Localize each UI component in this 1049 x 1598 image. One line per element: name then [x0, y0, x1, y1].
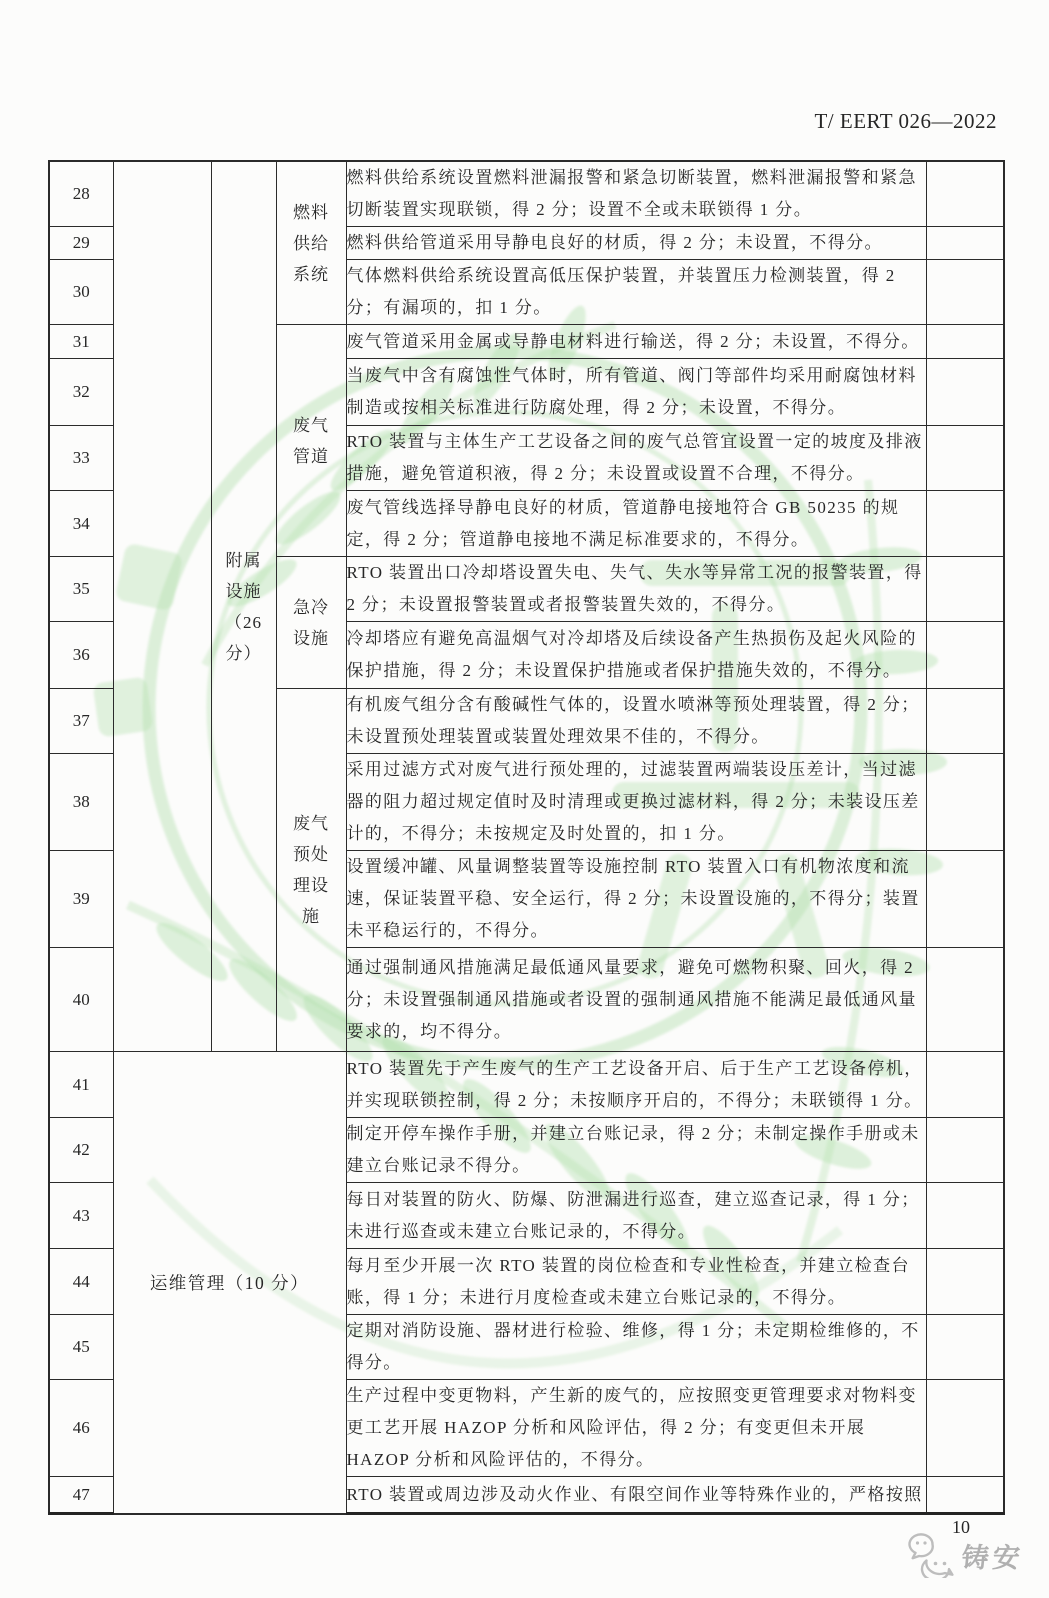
row-number-cell: 46: [49, 1380, 113, 1477]
score-cell: [926, 1249, 1004, 1315]
score-cell: [926, 260, 1004, 325]
brand-text: 铸安: [960, 1543, 1026, 1573]
criteria-cell: RTO 装置出口冷却塔设置失电、失气、失水等异常工况的报警装置，得 2 分；未设置报警装置或者报警装置失效的，不得分。: [346, 557, 926, 622]
score-cell: [926, 1052, 1004, 1118]
footer-brand: [908, 1530, 1049, 1582]
criteria-cell: RTO 装置或周边涉及动火作业、有限空间作业等特殊作业的，严格按照: [346, 1477, 926, 1514]
criteria-cell: 当废气中含有腐蚀性气体时，所有管道、阀门等部件均采用耐腐蚀材料制造或按相关标准进行防腐处理，得 2 分；未设置，不得分。: [346, 359, 926, 426]
score-cell: [926, 851, 1004, 948]
criteria-cell: 气体燃料供给系统设置高低压保护装置，并装置压力检测装置，得 2 分；有漏项的，扣 1 分。: [346, 260, 926, 325]
criteria-cell: 废气管道采用金属或导静电材料进行输送，得 2 分；未设置，不得分。: [346, 325, 926, 359]
subcategory-cell: 废气 预处 理设 施: [276, 689, 346, 1052]
page-number: 10: [952, 1517, 970, 1537]
score-cell: [926, 1118, 1004, 1183]
row-number-cell: 37: [49, 689, 113, 754]
score-table-body: [49, 161, 1004, 1514]
criteria-cell: RTO 装置先于产生废气的生产工艺设备开启、后于生产工艺设备停机，并实现联锁控制，得 2 分；未按顺序开启的，不得分；未联锁得 1 分。: [346, 1052, 926, 1118]
criteria-cell: 冷却塔应有避免高温烟气对冷却塔及后续设备产生热损伤及起火风险的保护措施，得 2 分；未设置保护措施或者保护措施失效的，不得分。: [346, 622, 926, 689]
scoring-table: [48, 160, 1005, 1515]
row-number-cell: 42: [49, 1118, 113, 1183]
score-cell: [926, 325, 1004, 359]
criteria-cell: 定期对消防设施、器材进行检验、维修，得 1 分；未定期检维修的，不得分。: [346, 1315, 926, 1380]
score-cell: [926, 1183, 1004, 1249]
wechat-bubbles-icon: [908, 1532, 960, 1578]
subcategory-cell: 废气 管道: [276, 325, 346, 557]
criteria-cell: 生产过程中变更物料，产生新的废气的，应按照变更管理要求对物料变更工艺开展 HAZOP 分析和风险评估，得 2 分；有变更但未开展 HAZOP 分析和风险评估的，不得分。: [346, 1380, 926, 1477]
row-number-cell: 34: [49, 491, 113, 557]
row-number-cell: 35: [49, 557, 113, 622]
score-cell: [926, 622, 1004, 689]
row-number-cell: 32: [49, 359, 113, 426]
score-cell: [926, 557, 1004, 622]
row-number-cell: 29: [49, 227, 113, 260]
row-number-cell: 47: [49, 1477, 113, 1514]
table-row: [49, 1052, 1004, 1118]
criteria-cell: 采用过滤方式对废气进行预处理的，过滤装置两端装设压差计，当过滤器的阻力超过规定值时及时清理或更换过滤材料，得 2 分；未装设压差计的，不得分；未按规定及时处置的，扣 1 分。: [346, 754, 926, 851]
criteria-cell: 通过强制通风措施满足最低通风量要求，避免可燃物积聚、回火，得 2 分；未设置强制通风措施或者设置的强制通风措施不能满足最低通风量要求的，均不得分。: [346, 948, 926, 1052]
score-cell: [926, 1315, 1004, 1380]
row-number-cell: 31: [49, 325, 113, 359]
row-number-cell: 36: [49, 622, 113, 689]
row-number-cell: 28: [49, 161, 113, 227]
score-cell: [926, 426, 1004, 491]
criteria-cell: 设置缓冲罐、风量调整装置等设施控制 RTO 装置入口有机物浓度和流速，保证装置平稳、安全运行，得 2 分；未设置设施的，不得分；装置未平稳运行的，不得分。: [346, 851, 926, 948]
row-number-cell: 45: [49, 1315, 113, 1380]
subcategory-cell: 急冷 设施: [276, 557, 346, 689]
score-cell: [926, 359, 1004, 426]
score-cell: [926, 161, 1004, 227]
score-cell: [926, 689, 1004, 754]
subcategory-cell: 燃料 供给 系统: [276, 161, 346, 325]
criteria-cell: 制定开停车操作手册，并建立台账记录，得 2 分；未制定操作手册或未建立台账记录不得分。: [346, 1118, 926, 1183]
criteria-cell: 废气管线选择导静电良好的材质，管道静电接地符合 GB 50235 的规定，得 2 分；管道静电接地不满足标准要求的，不得分。: [346, 491, 926, 557]
row-number-cell: 33: [49, 426, 113, 491]
criteria-cell: 燃料供给管道采用导静电良好的材质，得 2 分；未设置，不得分。: [346, 227, 926, 260]
criteria-cell: 每日对装置的防火、防爆、防泄漏进行巡查，建立巡查记录，得 1 分；未进行巡查或未建立台账记录的，不得分。: [346, 1183, 926, 1249]
row-number-cell: 41: [49, 1052, 113, 1118]
row-number-cell: 30: [49, 260, 113, 325]
standard-code-header: T/ EERT 026—2022: [814, 109, 997, 133]
criteria-cell: 燃料供给系统设置燃料泄漏报警和紧急切断装置，燃料泄漏报警和紧急切断装置实现联锁，得 2 分；设置不全或未联锁得 1 分。: [346, 161, 926, 227]
row-number-cell: 43: [49, 1183, 113, 1249]
table-row: [49, 161, 1004, 227]
row-number-cell: 40: [49, 948, 113, 1052]
criteria-cell: 有机废气组分含有酸碱性气体的，设置水喷淋等预处理装置，得 2 分；未设置预处理装置或装置处理效果不佳的，不得分。: [346, 689, 926, 754]
row-number-cell: 39: [49, 851, 113, 948]
score-cell: [926, 227, 1004, 260]
row-number-cell: 44: [49, 1249, 113, 1315]
score-cell: [926, 754, 1004, 851]
category-cell: 附属 设施 （26 分）: [211, 161, 276, 1052]
category-empty-cell: [113, 161, 211, 1052]
score-cell: [926, 1477, 1004, 1514]
score-cell: [926, 948, 1004, 1052]
criteria-cell: 每月至少开展一次 RTO 装置的岗位检查和专业性检查，并建立检查台账，得 1 分；未进行月度检查或未建立台账记录的，不得分。: [346, 1249, 926, 1315]
category-cell: 运维管理（10 分）: [113, 1052, 346, 1514]
criteria-cell: RTO 装置与主体生产工艺设备之间的废气总管宜设置一定的坡度及排液措施，避免管道积液，得 2 分；未设置或设置不合理，不得分。: [346, 426, 926, 491]
score-cell: [926, 1380, 1004, 1477]
score-cell: [926, 491, 1004, 557]
row-number-cell: 38: [49, 754, 113, 851]
